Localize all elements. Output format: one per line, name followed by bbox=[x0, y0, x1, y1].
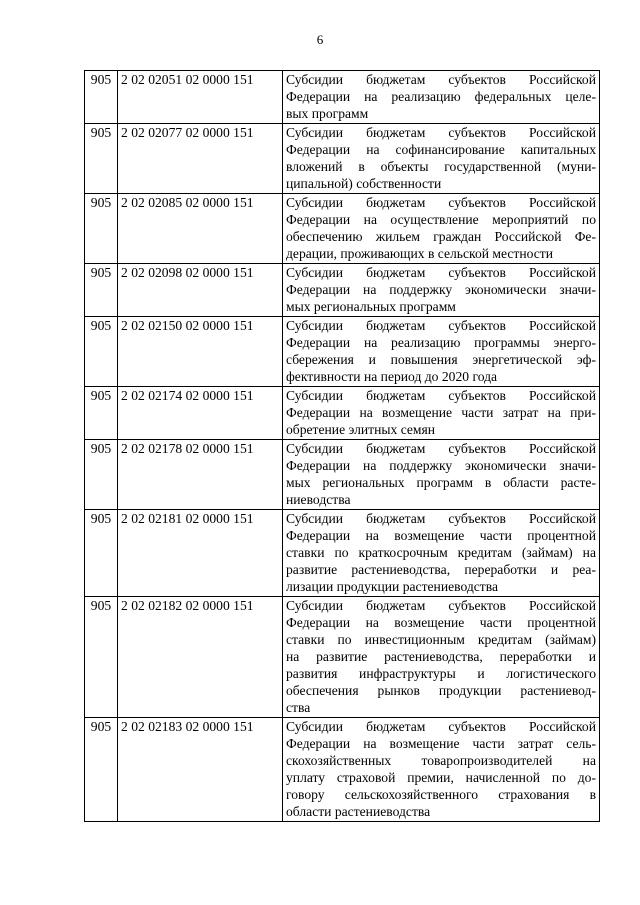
income-name-line: Федерации на возмещение части затрат на при- bbox=[286, 405, 596, 420]
income-name-line: Федерации на реализацию программы энерго- bbox=[286, 335, 596, 350]
income-code-cell: 2 02 02051 02 0000 151 bbox=[118, 71, 283, 124]
table-body bbox=[85, 71, 600, 822]
table-row bbox=[85, 264, 600, 317]
income-code-cell: 2 02 02181 02 0000 151 bbox=[118, 510, 283, 597]
income-name-cell bbox=[283, 317, 600, 387]
admin-code-cell: 905 bbox=[85, 510, 118, 597]
income-name-line: развитие растениеводства, переработки и реа- bbox=[286, 562, 596, 577]
admin-code-cell: 905 bbox=[85, 124, 118, 194]
table-row bbox=[85, 317, 600, 387]
admin-code-cell: 905 bbox=[85, 597, 118, 718]
table-row bbox=[85, 387, 600, 440]
income-code-cell: 2 02 02085 02 0000 151 bbox=[118, 194, 283, 264]
income-name-cell bbox=[283, 510, 600, 597]
income-name-line: Субсидии бюджетам субъектов Российской bbox=[286, 441, 596, 456]
income-name-line: ципальной) собственности bbox=[286, 176, 442, 191]
income-name-line: ниеводства bbox=[286, 492, 351, 507]
admin-code-cell: 905 bbox=[85, 264, 118, 317]
income-name-line: Федерации на поддержку экономически значи- bbox=[286, 282, 596, 297]
income-name-line: Федерации на возмещение части затрат сель- bbox=[286, 736, 596, 751]
income-name-line: Федерации на осуществление мероприятий по bbox=[286, 212, 596, 227]
income-code-cell: 2 02 02183 02 0000 151 bbox=[118, 718, 283, 822]
income-name-cell bbox=[283, 71, 600, 124]
income-name-line: Федерации на возмещение части процентной bbox=[286, 528, 596, 543]
income-code-cell: 2 02 02150 02 0000 151 bbox=[118, 317, 283, 387]
income-name-line: ставки по краткосрочным кредитам (займам) на bbox=[286, 545, 596, 560]
table-row bbox=[85, 440, 600, 510]
income-name-line: дерации, проживающих в сельской местности bbox=[286, 246, 554, 261]
income-name-line: ства bbox=[286, 700, 311, 715]
income-name-line: вых программ bbox=[286, 106, 369, 121]
income-name-cell bbox=[283, 194, 600, 264]
income-name-line: вложений в объекты государственной (муни- bbox=[286, 159, 596, 174]
income-name-cell bbox=[283, 440, 600, 510]
income-name-line: Субсидии бюджетам субъектов Российской bbox=[286, 511, 596, 526]
page-number: 6 bbox=[316, 32, 324, 47]
income-name-line: Субсидии бюджетам субъектов Российской bbox=[286, 265, 596, 280]
income-name-line: Федерации на поддержку экономически значи- bbox=[286, 458, 596, 473]
income-name-line: развития инфраструктуры и логистического bbox=[286, 666, 596, 681]
income-name-line: говору сельскохозяйственного страхования в bbox=[286, 787, 596, 802]
income-name-line: обеспечения рынков продукции растениевод- bbox=[286, 683, 596, 698]
income-code-cell: 2 02 02178 02 0000 151 bbox=[118, 440, 283, 510]
income-name-line: ставки по инвестиционным кредитам (займам) bbox=[286, 632, 596, 647]
income-name-line: лизации продукции растениеводства bbox=[286, 579, 499, 594]
income-code-cell: 2 02 02098 02 0000 151 bbox=[118, 264, 283, 317]
admin-code-cell: 905 bbox=[85, 71, 118, 124]
income-name-cell bbox=[283, 387, 600, 440]
income-name-line: Субсидии бюджетам субъектов Российской bbox=[286, 719, 596, 734]
income-name-line: Субсидии бюджетам субъектов Российской bbox=[286, 318, 596, 333]
table-row bbox=[85, 718, 600, 822]
income-code-cell: 2 02 02182 02 0000 151 bbox=[118, 597, 283, 718]
income-name-line: скохозяйственных товаропроизводителей на bbox=[286, 753, 596, 768]
income-name-line: мых региональных программ bbox=[286, 299, 456, 314]
income-name-line: Субсидии бюджетам субъектов Российской bbox=[286, 195, 596, 210]
income-name-line: на развитие растениеводства, переработки и bbox=[286, 649, 596, 664]
income-code-cell: 2 02 02077 02 0000 151 bbox=[118, 124, 283, 194]
income-name-line: уплату страховой премии, начисленной по до- bbox=[286, 770, 596, 785]
income-name-line: мых региональных программ в области расте- bbox=[286, 475, 596, 490]
income-name-cell bbox=[283, 124, 600, 194]
table-row bbox=[85, 124, 600, 194]
income-name-line: области растениеводства bbox=[286, 804, 431, 819]
admin-code-cell: 905 bbox=[85, 387, 118, 440]
admin-code-cell: 905 bbox=[85, 317, 118, 387]
admin-code-cell: 905 bbox=[85, 194, 118, 264]
income-code-cell: 2 02 02174 02 0000 151 bbox=[118, 387, 283, 440]
admin-code-cell: 905 bbox=[85, 440, 118, 510]
admin-code-cell: 905 bbox=[85, 718, 118, 822]
income-name-cell bbox=[283, 264, 600, 317]
income-name-line: фективности на период до 2020 года bbox=[286, 369, 498, 384]
income-name-line: Федерации на возмещение части процентной bbox=[286, 615, 596, 630]
income-name-cell bbox=[283, 718, 600, 822]
income-name-cell bbox=[283, 597, 600, 718]
income-name-line: Субсидии бюджетам субъектов Российской bbox=[286, 598, 596, 613]
table-row bbox=[85, 71, 600, 124]
income-name-line: Субсидии бюджетам субъектов Российской bbox=[286, 125, 596, 140]
income-name-line: сбережения и повышения энергетической эф- bbox=[286, 352, 596, 367]
income-name-line: Федерации на реализацию федеральных целе- bbox=[286, 89, 596, 104]
budget-codes-table bbox=[84, 70, 600, 822]
income-name-line: Субсидии бюджетам субъектов Российской bbox=[286, 388, 596, 403]
table-row bbox=[85, 597, 600, 718]
table-row bbox=[85, 194, 600, 264]
income-name-line: Субсидии бюджетам субъектов Российской bbox=[286, 72, 596, 87]
income-name-line: обретение элитных семян bbox=[286, 422, 436, 437]
table-row bbox=[85, 510, 600, 597]
income-name-line: Федерации на софинансирование капитальных bbox=[286, 142, 596, 157]
income-name-line: обеспечению жильем граждан Российской Фе- bbox=[286, 229, 596, 244]
